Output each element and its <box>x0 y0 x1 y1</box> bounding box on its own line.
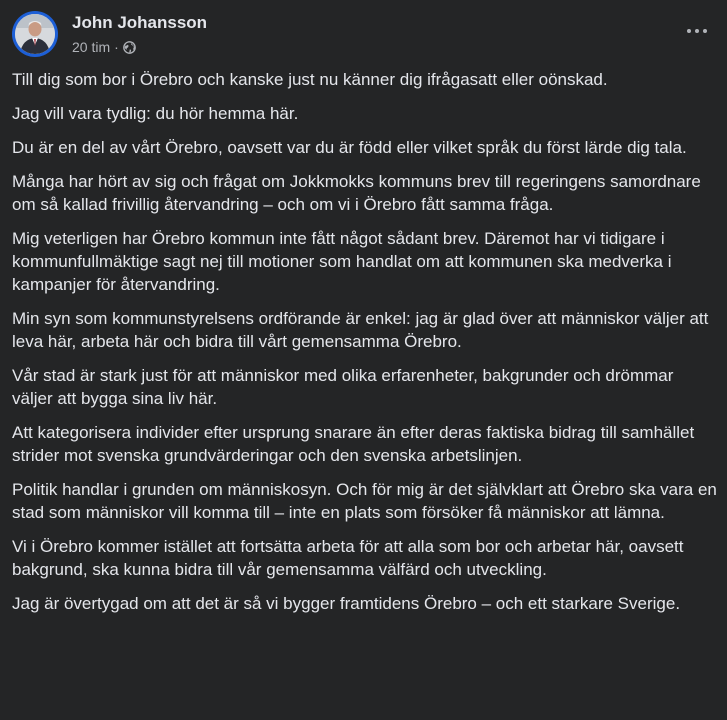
post-paragraph: Jag är övertygad om att det är så vi bygger framtidens Örebro – och ett starkare Sverige. <box>12 594 681 613</box>
more-options-button[interactable] <box>679 13 715 49</box>
post-paragraph: Jag vill vara tydlig: du hör hemma här. <box>12 104 299 123</box>
post-paragraph: Mig veterligen har Örebro kommun inte fått något sådant brev. Däremot har vi tidigare i kommunfullmäktige sagt nej till motioner som handlat om att kommunen ska medverka i kampanjer för återvandring. <box>12 229 672 294</box>
post-header <box>12 11 715 57</box>
avatar-photo <box>15 14 55 54</box>
person-silhouette-icon <box>15 14 55 54</box>
globe-icon[interactable] <box>123 41 136 54</box>
post-paragraph: Politik handlar i grunden om människosyn. Och för mig är det självklart att Örebro ska vara en stad som människor vill komma till – inte en plats som försöker få människor att lämna. <box>12 480 717 522</box>
post-paragraph: Vi i Örebro kommer istället att fortsätta arbeta för att alla som bor och arbetar här, oavsett bakgrund, ska kunna bidra till vår gemensamma välfärd och utveckling. <box>12 537 684 579</box>
post-timestamp[interactable]: 20 tim <box>72 39 111 55</box>
post-paragraph: Min syn som kommunstyrelsens ordförande är enkel: jag är glad över att människor väljer att leva här, arbeta här och bidra till vårt gemensamma Örebro. <box>12 309 709 351</box>
post-paragraph: Att kategorisera individer efter ursprung snarare än efter deras faktiska bidrag till samhället strider mot svenska grundvärderingar och den svenska arbetslinjen. <box>12 423 695 465</box>
post-paragraph: Många har hört av sig och frågat om Jokkmokks kommuns brev till regeringens samordnare om så kallad frivillig återvandring – och om vi i Örebro fått samma fråga. <box>12 172 701 214</box>
post-paragraph: Till dig som bor i Örebro och kanske just nu känner dig ifrågasatt eller oönskad. <box>12 70 608 89</box>
post-paragraph: Du är en del av vårt Örebro, oavsett var du är född eller vilket språk du först lärde dig tala. <box>12 138 687 157</box>
more-horizontal-icon <box>687 29 707 33</box>
post-body <box>12 68 717 626</box>
post-paragraph: Vår stad är stark just för att människor med olika erfarenheter, bakgrunder och drömmar väljer att bygga sina liv här. <box>12 366 674 408</box>
author-avatar[interactable] <box>12 11 58 57</box>
meta-separator: · <box>114 39 119 55</box>
author-name[interactable]: John Johansson <box>72 13 208 32</box>
post-meta <box>72 39 136 55</box>
